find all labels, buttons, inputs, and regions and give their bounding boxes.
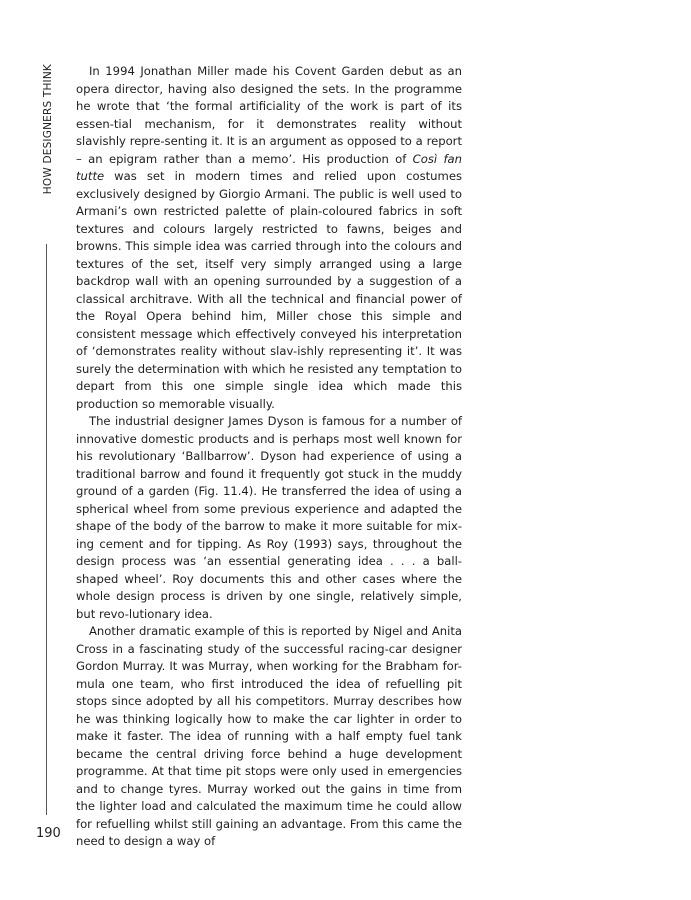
body-text: [76, 63, 462, 851]
margin-rule: [46, 244, 47, 815]
paragraph-text: was set in modern times and relied upon costumes exclusively designed by Giorgio Armani. The public is well used to Armani’s own restricted palette of plain-coloured fabrics in soft textures and colours largely restricted to fawns, beiges and browns. This simple idea was carried through into the colours and textures of the set, itself very simply arranged using a large backdrop wall with an opening surrounded by a suggestion of a classical architrave. With all the technical and financial power of the Royal Opera behind him, Miller chose this simple and consistent message which effectively conveyed his interpretation of ‘demonstrates reality without slav-ishly representing it’. It was surely the determination with which he resisted any temptation to depart from this one simple single idea which made this production so memorable visually.: [76, 169, 462, 411]
paragraph-miller: [76, 63, 462, 413]
opera-title: Così fan tutte: [76, 151, 462, 183]
running-head-text: HOW DESIGNERS THINK: [42, 64, 54, 195]
running-head: [41, 64, 55, 204]
paragraph-dyson: The industrial designer James Dyson is famous for a number of innovative domestic products and is perhaps most well known for his revolutionary ‘Ballbarrow’. Dyson had experience of using a traditional barrow and found it frequently got stuck in the muddy ground of a garden (Fig. 11.4). He transferred the idea of using a spherical wheel from some previous experience and adapted the shape of the body of the barrow to make it more suitable for mix-ing cement and for tipping. As Roy (1993) says, throughout the design process was ‘an essential generating idea . . . a ball-shaped wheel’. Roy documents this and other cases where the whole design process is driven by one single, relatively simple, but revo-lutionary idea.: [76, 414, 462, 621]
page-number: 190: [36, 826, 61, 841]
paragraph-text: In 1994 Jonathan Miller made his Covent Garden debut as an opera director, having also designed the sets. In the programme he wrote that ‘the formal artificiality of the work is part of its essen-tial mechanism, for it demonstrates reality without slavishly repre-senting it. It is an argument as opposed to a report – an epigram rather than a memo’. His production of: [76, 64, 462, 166]
paragraph-murray: Another dramatic example of this is reported by Nigel and Anita Cross in a fascinating study of the successful racing-car designer Gordon Murray. It was Murray, when working for the Brabham for-mula one team, who first introduced the idea of refuelling pit stops since adopted by all his competitors. Murray describes how he was thinking logically how to make the car lighter in order to make it faster. The idea of running with a half empty fuel tank became the central driving force behind a huge development programme. At that time pit stops were only used in emergencies and to change tyres. Murray worked out the gains in time from the lighter load and calculated the maximum time he could allow for refuelling whilst still gaining an advantage. From this came the need to design a way of: [76, 624, 462, 848]
